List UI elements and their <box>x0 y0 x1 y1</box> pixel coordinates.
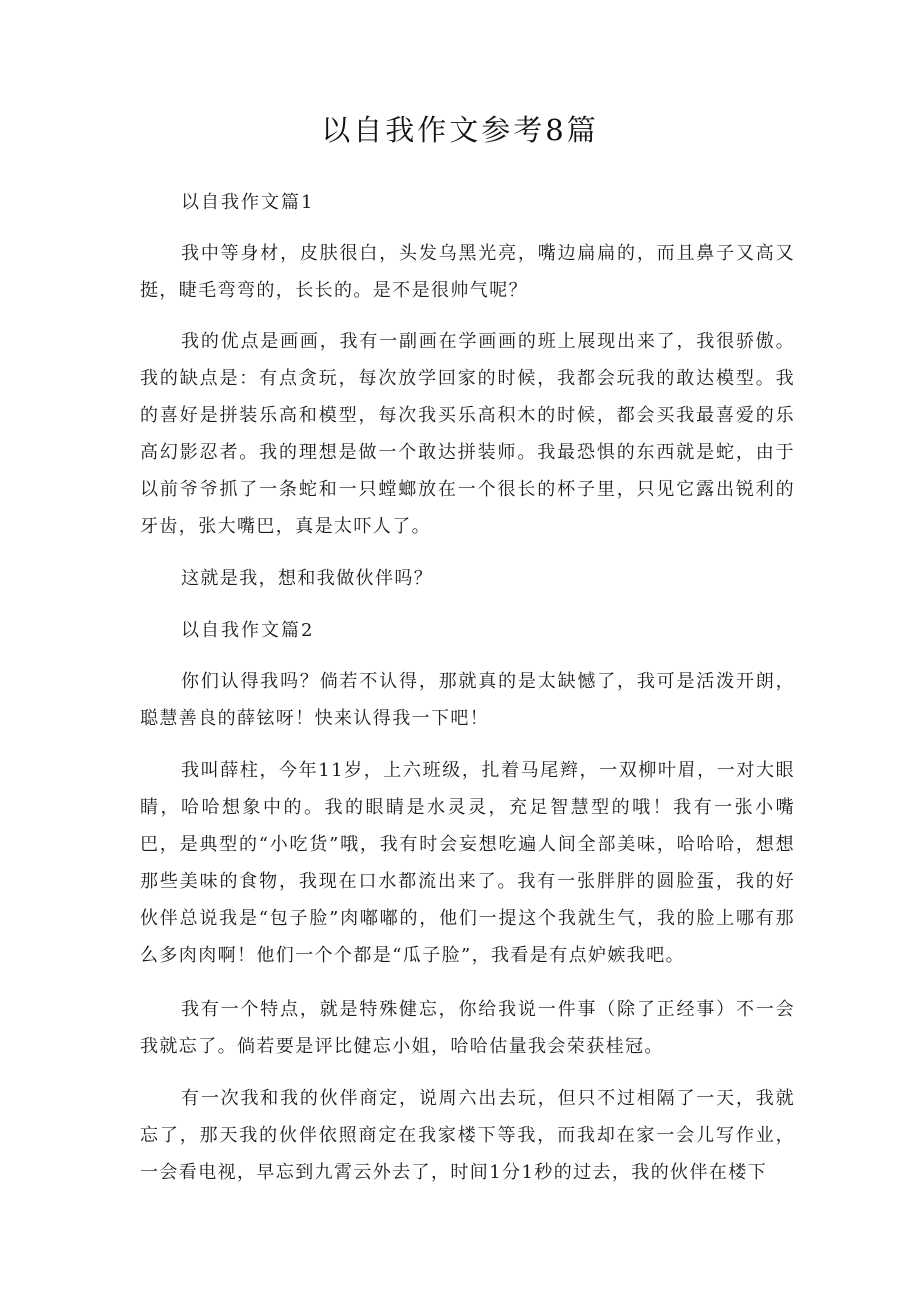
paragraph: 这就是我，想和我做伙伴吗？ <box>181 568 434 589</box>
paragraph: 我有一个特点，就是特殊健忘，你给我说一件事（除了正经事）不一会我就忘了。倘若要是评比健忘小姐，哈哈估量我会荣获桂冠。 <box>140 999 795 1057</box>
paragraph: 你们认得我吗？倘若不认得，那就真的是太缺憾了，我可是活泼开朗，聪慧善良的薛铉呀！快来认得我一下吧！ <box>140 671 795 729</box>
section-heading-2: 以自我作文篇2 <box>181 620 315 641</box>
paragraph: 我中等身材，皮肤很白，头发乌黑光亮，嘴边扁扁的，而且鼻子又高又挺，睫毛弯弯的，长长的。是不是很帅气呢？ <box>140 243 795 301</box>
section-heading-1: 以自我作文篇1 <box>181 192 315 213</box>
document-title: 以自我作文参考8篇 <box>321 113 599 147</box>
paragraph: 有一次我和我的伙伴商定，说周六出去玩，但只不过相隔了一天，我就忘了，那天我的伙伴依照商定在我家楼下等我，而我却在家一会儿写作业，一会看电视，早忘到九霄云外去了，时间1分1秒的过去，我的伙伴在楼下 <box>140 1088 795 1183</box>
paragraph: 我叫薛柱，今年11岁，上六班级，扎着马尾辫，一双柳叶眉，一对大眼睛，哈哈想象中的。我的眼睛是水灵灵，充足智慧型的哦！我有一张小嘴巴，是典型的“小吃货”哦，我有时会妄想吃遍人间全部美味，哈哈哈，想想那些美味的食物，我现在口水都流出来了。我有一张胖胖的圆脸蛋，我的好伙伴总说我是“包子脸”肉嘟嘟的，他们一提这个我就生气，我的脸上哪有那么多肉肉啊！他们一个个都是“瓜子脸”，我看是有点妒嫉我吧。 <box>140 760 795 966</box>
paragraph: 我的优点是画画，我有一副画在学画画的班上展现出来了，我很骄傲。我的缺点是：有点贪玩，每次放学回家的时候，我都会玩我的敢达模型。我的喜好是拼装乐高和模型，每次我买乐高积木的时候，都会买我最喜爱的乐高幻影忍者。我的理想是做一个敢达拼装师。我最恐惧的东西就是蛇，由于以前爷爷抓了一条蛇和一只螳螂放在一个很长的杯子里，只见它露出锐利的牙齿，张大嘴巴，真是太吓人了。 <box>140 331 795 537</box>
